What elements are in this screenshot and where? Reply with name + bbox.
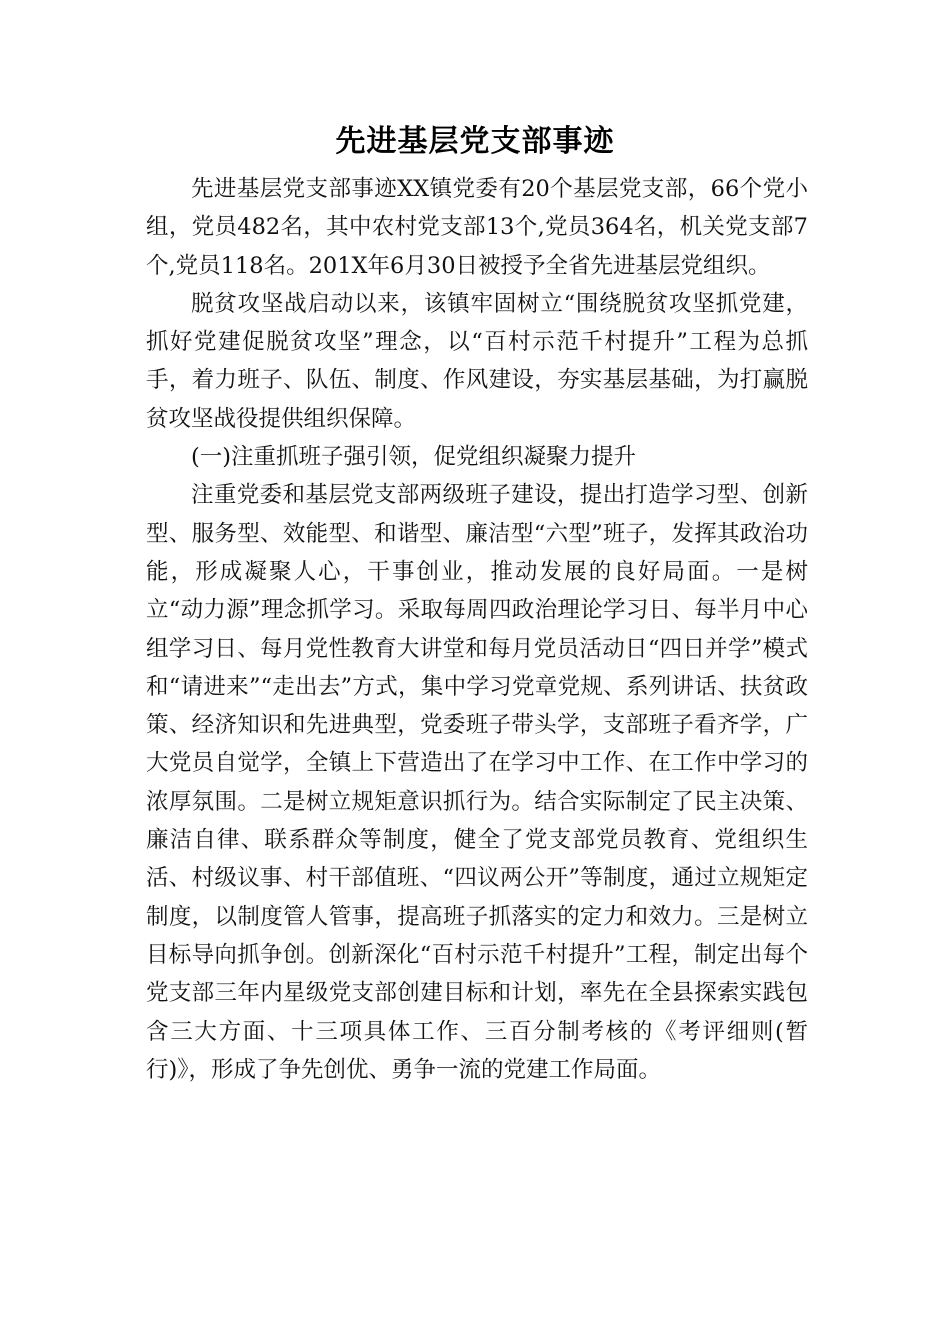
document-body [146, 170, 808, 1089]
paragraph-intro: 先进基层党支部事迹XX镇党委有20个基层党支部，66个党小组，党员482名，其中农村党支部13个,党员364名，机关党支部7个,党员118名。201X年6月30日被授予全省先进基层党组织。 [146, 176, 808, 279]
document-title: 先进基层党支部事迹 [335, 124, 615, 159]
paragraph-team-building: 注重党委和基层党支部两级班子建设，提出打造学习型、创新型、服务型、效能型、和谐型、廉洁型“六型”班子，发挥其政治功能，形成凝聚人心，干事创业，推动发展的良好局面。一是树立“动力源”理念抓学习。采取每周四政治理论学习日、每半月中心组学习日、每月党性教育大讲堂和每月党员活动日“四日并学”模式和“请进来”“走出去”方式，集中学习党章党规、系列讲话、扶贫政策、经济知识和先进典型，党委班子带头学，支部班子看齐学，广大党员自觉学，全镇上下营造出了在学习中工作、在工作中学习的浓厚氛围。二是树立规矩意识抓行为。结合实际制定了民主决策、廉洁自律、联系群众等制度，健全了党支部党员教育、党组织生活、村级议事、村干部值班、“四议两公开”等制度，通过立规矩定制度，以制度管人管事，提高班子抓落实的定力和效力。三是树立目标导向抓争创。创新深化“百村示范千村提升”工程，制定出每个党支部三年内星级党支部创建目标和计划，率先在全县探索实践包含三大方面、十三项具体工作、三百分制考核的《考评细则(暂行)》，形成了争先创优、勇争一流的党建工作局面。 [146, 482, 808, 1083]
section-heading-1: (一)注重抓班子强引领，促党组织凝聚力提升 [191, 444, 637, 471]
paragraph-poverty-alleviation: 脱贫攻坚战启动以来，该镇牢固树立“围绕脱贫攻坚抓党建，抓好党建促脱贫攻坚”理念，以“百村示范千村提升”工程为总抓手，着力班子、队伍、制度、作风建设，夯实基层基础，为打赢脱贫攻坚战役提供组织保障。 [146, 290, 808, 432]
